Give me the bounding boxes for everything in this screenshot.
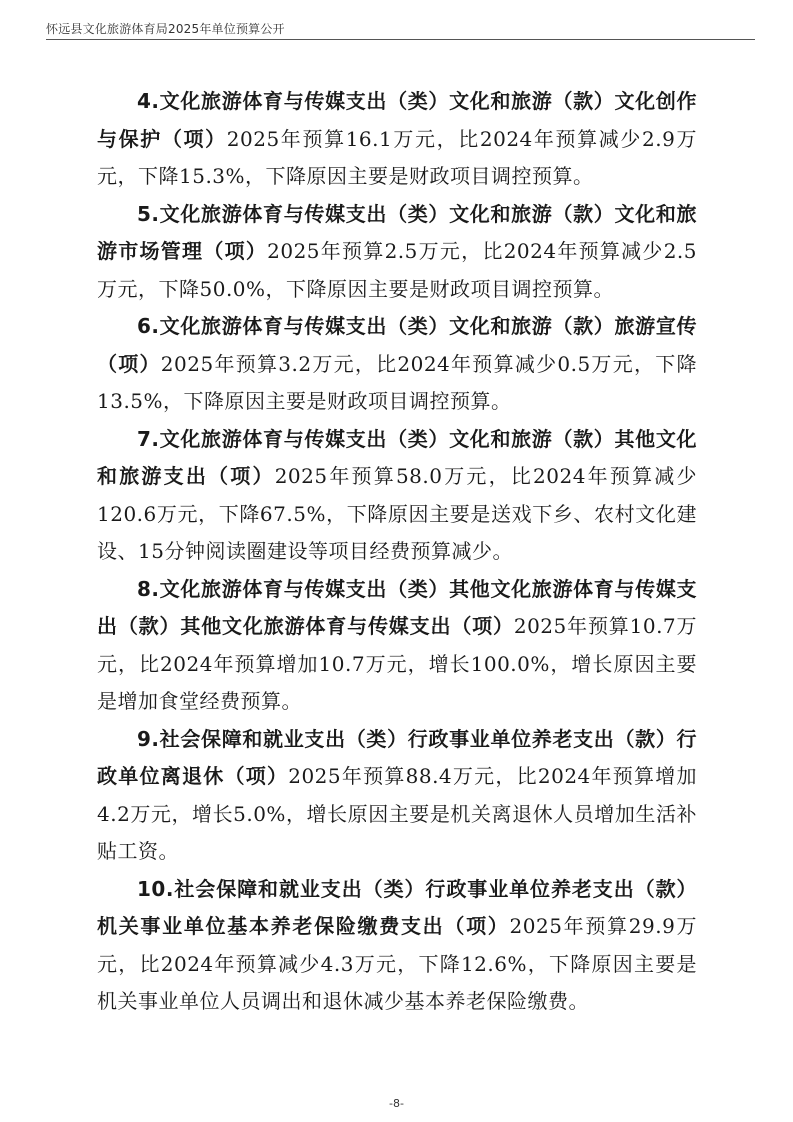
paragraph-title: 7.文化旅游体育与传媒支出（类）文化和旅游（款）其他文化和旅游支出（项） xyxy=(97,426,697,488)
paragraph-item-10 xyxy=(97,871,697,1021)
paragraph-body: 2025年预算3.2万元，比2024年预算减少0.5万元，下降13.5%，下降原因主要是财政项目调控预算。 xyxy=(97,351,697,413)
paragraph-item-7 xyxy=(97,421,697,571)
paragraph-body: 2025年预算10.7万元，比2024年预算增加10.7万元，增长100.0%，增长原因主要是增加食堂经费预算。 xyxy=(97,614,698,713)
running-header: 怀远县文化旅游体育局2025年单位预算公开 xyxy=(46,22,285,36)
paragraph-item-6 xyxy=(97,308,697,421)
paragraph-body: 2025年预算29.9万元，比2024年预算减少4.3万元，下降12.6%，下降原因主要是机关事业单位人员调出和退休减少基本养老保险缴费。 xyxy=(97,914,697,1013)
paragraph-item-5 xyxy=(97,196,697,309)
paragraph-title: 9.社会保障和就业支出（类）行政事业单位养老支出（款）行政单位离退休（项） xyxy=(97,726,697,788)
paragraph-body: 2025年预算16.1万元，比2024年预算减少2.9万元，下降15.3%，下降原因主要是财政项目调控预算。 xyxy=(97,126,697,188)
paragraph-title: 10.社会保障和就业支出（类）行政事业单位养老支出（款）机关事业单位基本养老保险缴费支出（项） xyxy=(97,876,697,938)
paragraph-title: 8.文化旅游体育与传媒支出（类）其他文化旅游体育与传媒支出（款）其他文化旅游体育与传媒支出（项） xyxy=(97,576,697,638)
paragraph-title: 6.文化旅游体育与传媒支出（类）文化和旅游（款）旅游宣传（项） xyxy=(97,314,697,376)
paragraph-item-9 xyxy=(97,721,697,871)
paragraph-title: 4.文化旅游体育与传媒支出（类）文化和旅游（款）文化创作与保护（项） xyxy=(97,89,697,151)
paragraph-body: 2025年预算2.5万元，比2024年预算减少2.5万元，下降50.0%，下降原因主要是财政项目调控预算。 xyxy=(97,239,697,301)
document-body xyxy=(97,83,697,1021)
paragraph-item-8 xyxy=(97,571,697,721)
header-divider xyxy=(46,39,755,40)
paragraph-body: 2025年预算58.0万元，比2024年预算减少120.6万元，下降67.5%，下降原因主要是送戏下乡、农村文化建设、15分钟阅读圈建设等项目经费预算减少。 xyxy=(97,464,698,563)
page-number: -8- xyxy=(389,1097,404,1110)
paragraph-item-4 xyxy=(97,83,697,196)
paragraph-title: 5.文化旅游体育与传媒支出（类）文化和旅游（款）文化和旅游市场管理（项） xyxy=(97,201,697,263)
paragraph-body: 2025年预算88.4万元，比2024年预算增加4.2万元，增长5.0%，增长原因主要是机关离退休人员增加生活补贴工资。 xyxy=(97,764,698,863)
